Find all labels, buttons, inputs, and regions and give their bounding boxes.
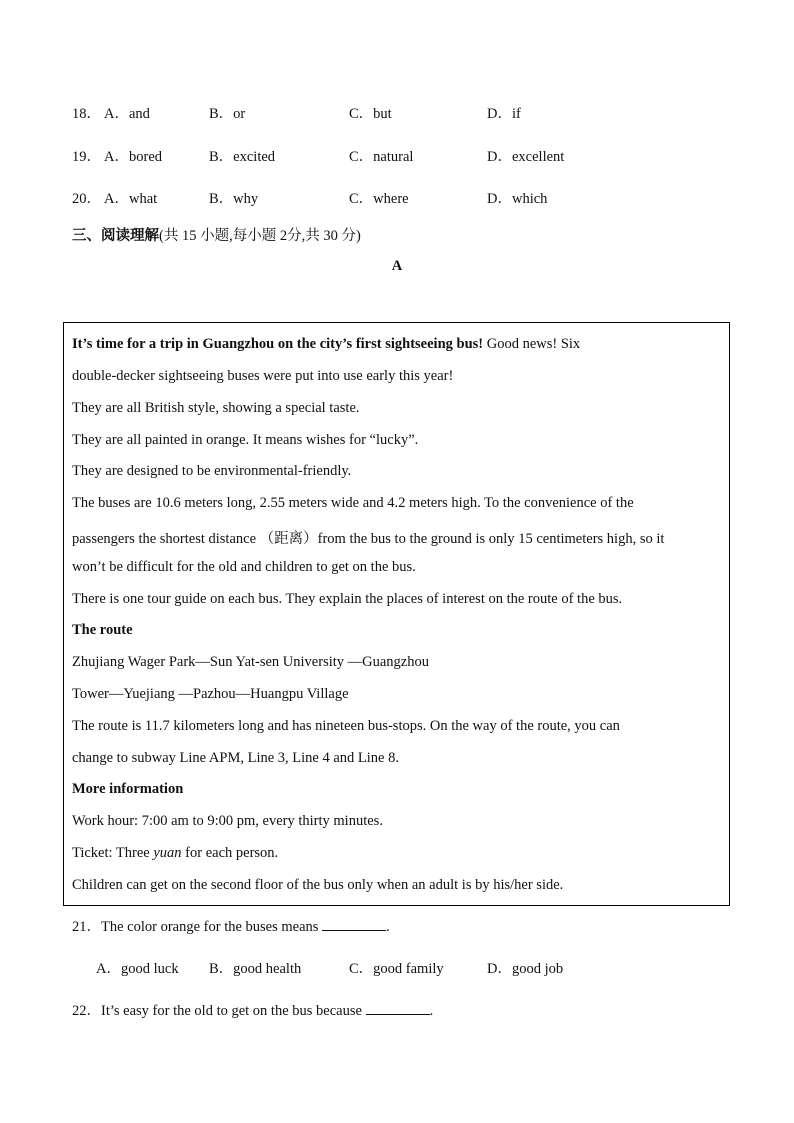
passage-line: The buses are 10.6 meters long, 2.55 meters wide and 4.2 meters high. To the convenience of the <box>72 495 634 511</box>
question-number: 20． <box>72 191 101 207</box>
route-line: Zhujiang Wager Park—Sun Yat-sen University —Guangzhou <box>72 654 429 670</box>
answer-blank[interactable] <box>366 1001 430 1015</box>
info-line: Work hour: 7:00 am to 9:00 pm, every thirty minutes. <box>72 813 383 829</box>
info-heading: More information <box>72 781 184 797</box>
option-a[interactable]: A．and <box>104 106 150 122</box>
option-c[interactable]: C．natural <box>349 149 414 165</box>
option-a[interactable]: A．bored <box>104 149 162 165</box>
question-text: The color orange for the buses means <box>101 919 319 935</box>
route-line: Tower—Yuejiang —Pazhou—Huangpu Village <box>72 686 349 702</box>
passage-line: They are designed to be environmental-friendly. <box>72 463 352 479</box>
section-heading <box>72 224 361 245</box>
passage-line: won’t be difficult for the old and children to get on the bus. <box>72 559 416 575</box>
info-line: Ticket: Three yuan for each person. <box>72 845 279 861</box>
section-note: (共 15 小题,每小题 2分,共 30 分) <box>159 228 361 244</box>
route-heading: The route <box>72 622 133 638</box>
passage-intro: It’s time for a trip in Guangzhou on the city’s first sightseeing bus! Good news! Six <box>72 336 581 352</box>
passage-line: double-decker sightseeing buses were put into use early this year! <box>72 368 454 384</box>
answer-blank[interactable] <box>322 917 386 931</box>
question-number: 19． <box>72 149 101 165</box>
passage-line: They are all British style, showing a special taste. <box>72 400 360 416</box>
option-c[interactable]: C．good family <box>349 961 444 977</box>
question-22: 22．It’s easy for the old to get on the bus because . <box>72 1003 434 1019</box>
option-b[interactable]: B．excited <box>209 149 276 165</box>
question-text: It’s easy for the old to get on the bus because <box>101 1003 362 1019</box>
option-d[interactable]: D．which <box>487 191 548 207</box>
question-21: 21．The color orange for the buses means . <box>72 919 390 935</box>
route-line: The route is 11.7 kilometers long and has nineteen bus-stops. On the way of the route, you can <box>72 718 620 734</box>
passage-line: There is one tour guide on each bus. They explain the places of interest on the route of the bus. <box>72 591 623 607</box>
option-b[interactable]: B．why <box>209 191 259 207</box>
question-number: 21． <box>72 919 101 935</box>
option-c[interactable]: C．but <box>349 106 392 122</box>
section-title: 三、阅读理解 <box>72 228 159 244</box>
question-number: 18． <box>72 106 101 122</box>
passage-line: passengers the shortest distance （距离）from the bus to the ground is only 15 centimeters high, so it <box>72 531 665 547</box>
option-a[interactable]: A．good luck <box>96 961 179 977</box>
option-d[interactable]: D．if <box>487 106 521 122</box>
info-line: Children can get on the second floor of the bus only when an adult is by his/her side. <box>72 877 564 893</box>
option-d[interactable]: D．good job <box>487 961 564 977</box>
option-b[interactable]: B．or <box>209 106 246 122</box>
passage-line: They are all painted in orange. It means wishes for “lucky”. <box>72 432 419 448</box>
option-b[interactable]: B．good health <box>209 961 302 977</box>
option-d[interactable]: D．excellent <box>487 149 565 165</box>
route-line: change to subway Line APM, Line 3, Line 4 and Line 8. <box>72 750 399 766</box>
option-a[interactable]: A．what <box>104 191 158 207</box>
passage-label: A <box>391 258 403 274</box>
question-number: 22． <box>72 1003 101 1019</box>
option-c[interactable]: C．where <box>349 191 409 207</box>
